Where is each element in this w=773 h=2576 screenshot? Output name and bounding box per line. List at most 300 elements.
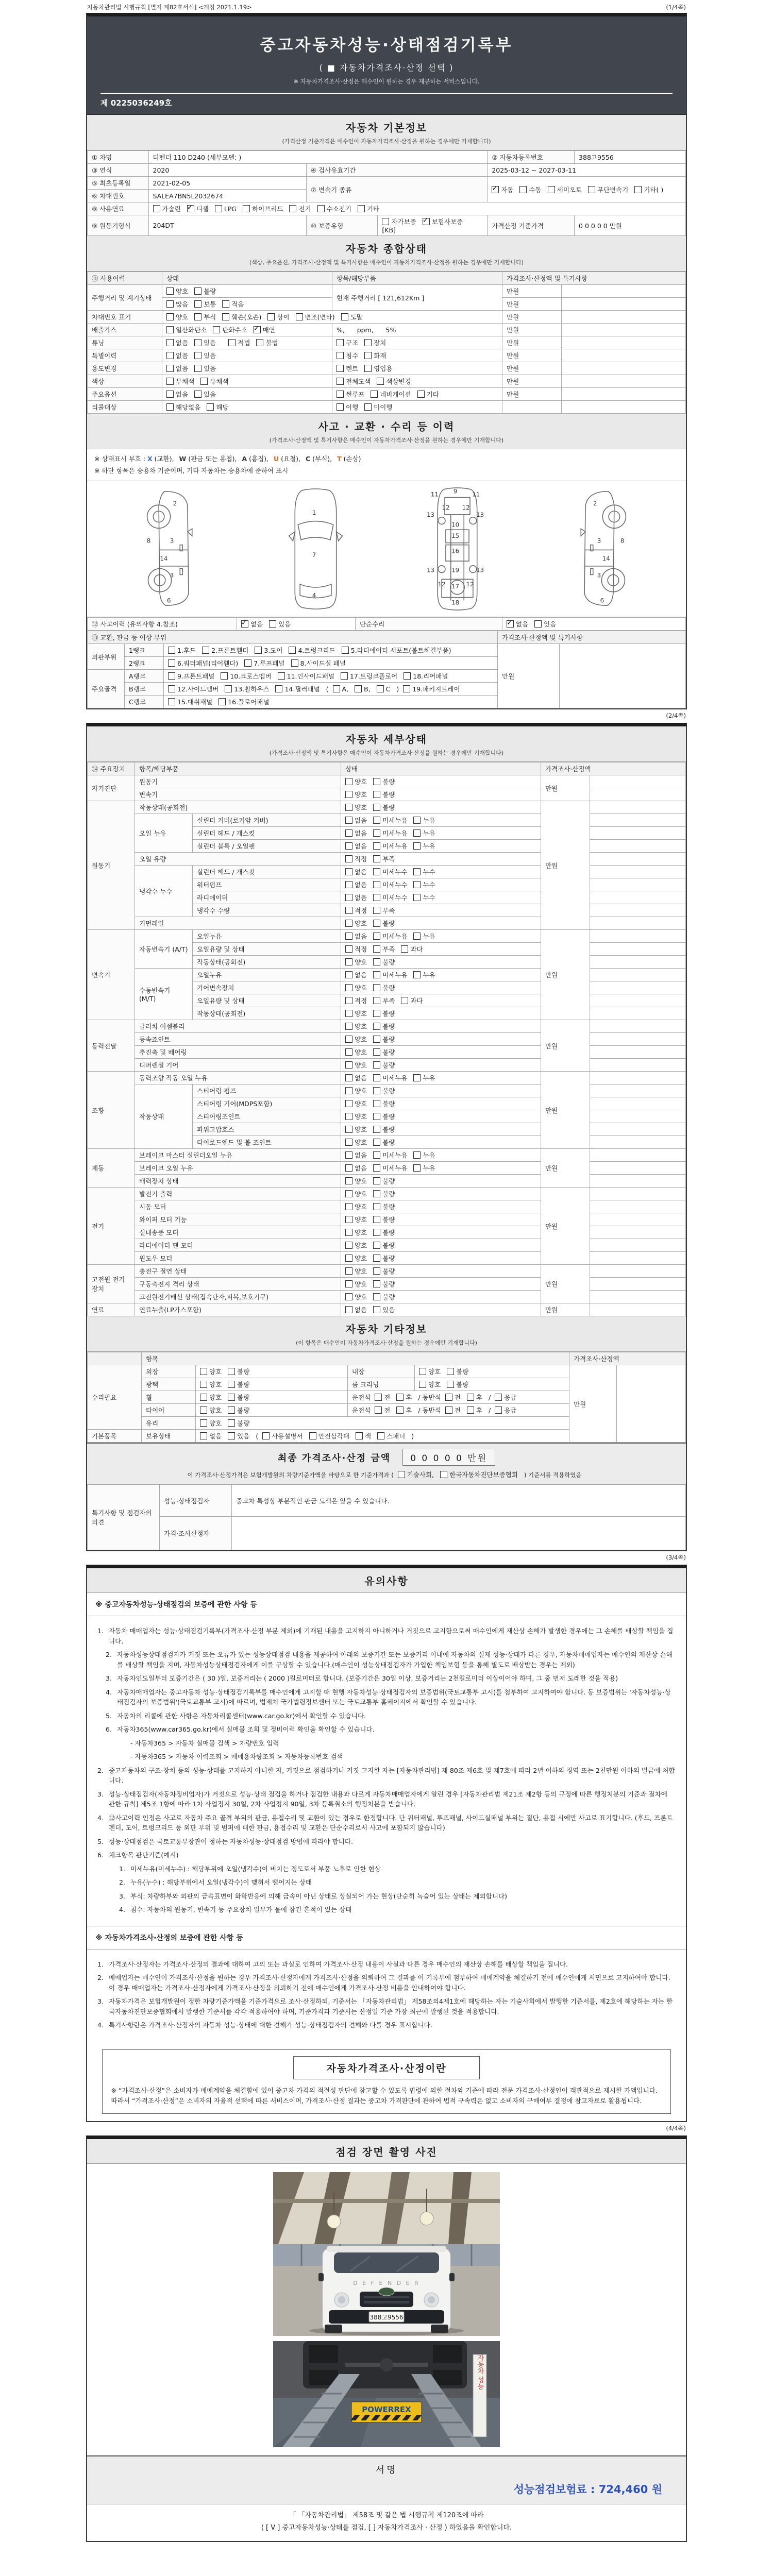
checkbox-icon [194,313,201,320]
checkbox-option[interactable]: 없음 [345,880,367,889]
checkbox-option[interactable]: 수소전기 [317,204,351,213]
checkbox-option[interactable]: 불량 [373,1241,395,1250]
checkbox-option[interactable]: 양호 [345,1022,367,1031]
note-cell [562,298,686,311]
checkbox-option[interactable]: 장치 [364,338,386,347]
checkbox-icon [345,1293,352,1300]
section-note: (이 항목은 매수인이 자동차가격조사·산정을 원하는 경우에만 기재합니다) [296,1340,477,1346]
checkbox-option[interactable]: 있음 [194,338,216,347]
checkbox-option[interactable]: 적정 [345,944,367,954]
checkbox-option[interactable]: 불량 [373,1086,395,1095]
checkbox-option[interactable]: 전 [445,1405,461,1415]
checkbox-option[interactable]: 없음 [166,338,188,347]
checkbox-option[interactable]: 없음 [166,364,188,373]
checkbox-option[interactable]: 있음 [194,364,216,373]
checkbox-option[interactable]: 전체도색 [337,377,371,386]
checkbox-option[interactable]: 있음 [373,1305,395,1314]
checkbox-option[interactable]: 불량 [373,1022,395,1031]
etc-info-table [87,1352,686,1443]
table-row [88,866,686,878]
checkbox-icon [413,971,421,978]
checkbox-option[interactable]: ✓ 매연 [254,325,275,334]
checkbox-option[interactable]: 해당없음 [166,402,200,412]
diagram-part-number: 12 [466,581,474,588]
checkbox-option[interactable]: 불량 [373,983,395,992]
checkbox-option[interactable]: 양호 [345,790,367,799]
diagram-part-number: 13 [427,511,435,518]
checkbox-option[interactable]: 양호 [345,1086,367,1095]
checkbox-option[interactable]: 없음 [345,867,367,876]
vertical-sign-text: 자동차 성능 [476,2354,484,2390]
checkbox-option[interactable]: 양호 [345,1060,367,1070]
checkbox-option[interactable]: 적정 [345,996,367,1005]
checkbox-option[interactable]: 무단변속기 [588,185,628,194]
checkbox-option[interactable]: 1.후드 [168,646,196,655]
note-cell [590,1239,686,1252]
checkbox-option[interactable]: 불량 [373,1035,395,1044]
checkbox-option[interactable]: A, [333,685,349,693]
checkbox-option[interactable]: 누유 [413,1073,435,1082]
checkbox-option[interactable]: 후 [396,1405,412,1415]
note-cell [617,1365,686,1443]
checkbox-option[interactable]: B, [355,685,371,693]
checkbox-icon [194,391,201,398]
exterior-label: 외장 [142,1365,196,1378]
checkbox-option[interactable]: 불량 [373,1292,395,1301]
checkbox-option[interactable]: 불량 [373,1215,395,1224]
checkbox-option[interactable]: 미세누유 [373,816,407,825]
diagram-part-number: 14 [602,555,610,563]
checkbox-icon [373,1087,380,1094]
checkbox-option[interactable]: 양호 [345,1228,367,1237]
note-cell [590,917,686,930]
mileage-label: 주행거리 및 계기상태 [88,285,162,311]
checkbox-option[interactable]: 불량 [447,1367,468,1376]
checkbox-option[interactable]: 누유 [413,931,435,941]
checkbox-option[interactable]: 양호 [345,919,367,928]
checkbox-option[interactable]: 미세누유 [373,1150,407,1160]
checkbox-option[interactable]: 없음 [345,1305,367,1314]
checkbox-option[interactable]: 전기 [289,204,311,213]
checkbox-option[interactable]: 양호 [345,1266,367,1276]
status-checks [341,1059,541,1072]
checkbox-option[interactable]: 기타 [358,204,379,213]
checkbox-option[interactable]: 전 [445,1393,461,1402]
checkbox-option[interactable]: 양호 [345,983,367,992]
checkbox-option[interactable]: 있음 [269,619,291,629]
checkbox-option[interactable]: 불량 [373,803,395,812]
checkbox-option[interactable]: 13.휠하우스 [225,684,269,693]
checkbox-option[interactable]: 불량 [373,777,395,786]
status-checks [341,930,541,943]
note-cell [562,388,686,401]
checkbox-option[interactable]: 누유 [413,970,435,979]
checkbox-option[interactable]: 썬루프 [337,389,364,399]
checkbox-option[interactable]: 기타( ) [634,185,663,194]
checkbox-option[interactable]: 불량 [447,1380,468,1389]
checkbox-option[interactable]: 19.패키지트레이 [403,684,460,693]
checkbox-option[interactable]: 불량 [373,1228,395,1237]
checkbox-option[interactable]: 양호 [345,957,367,967]
checkbox-icon [445,1406,452,1414]
table-row [88,1265,686,1278]
checkbox-option[interactable]: 미세누유 [373,841,407,851]
checkbox-option[interactable]: 렌트 [337,364,358,373]
checkbox-option[interactable]: 양호 [200,1418,222,1428]
checkbox-option[interactable]: 양호 [345,1279,367,1289]
major-device-name: 고전원 전기장치 [88,1265,135,1303]
checkbox-option[interactable]: 응급 [495,1393,516,1402]
note-cell [590,1252,686,1265]
checkbox-icon [200,1381,207,1388]
checkbox-option[interactable]: 불량 [228,1380,249,1389]
checkbox-option[interactable]: 미세누유 [373,970,407,979]
checkbox-option[interactable]: 양호 [345,1241,367,1250]
checkbox-option[interactable]: 상이 [267,312,289,321]
checkbox-option[interactable]: 15.대쉬패널 [168,697,212,706]
checkbox-option[interactable]: 세미오토 [548,185,582,194]
checkbox-option[interactable]: 양호 [345,1035,367,1044]
legend-prefix: ※ 상태표시 부호 : [94,455,146,463]
checkbox-option[interactable]: 구조 [337,338,358,347]
checkbox-option[interactable]: 7.루프패널 [244,658,284,668]
checkbox-option[interactable]: 양호 [345,803,367,812]
checkbox-icon [168,659,175,667]
major-device-name: 원동기 [88,801,135,930]
checkbox-option[interactable]: 불량 [373,790,395,799]
checkbox-option[interactable]: 자가보증 [382,217,416,226]
checkbox-option[interactable]: 3.도어 [255,646,282,655]
checkbox-option[interactable]: 미세누유 [373,931,407,941]
checkbox-option[interactable]: 사용설명서 [262,1431,303,1440]
checkbox-icon [373,1242,380,1249]
section-etc-header [87,1316,686,1352]
checkbox-option[interactable]: 침수 [337,351,358,360]
checkbox-icon [373,829,380,837]
diagram-part-number: 12 [462,504,470,512]
status-checks [341,904,541,917]
checkbox-option[interactable]: 불량 [373,919,395,928]
checkbox-option[interactable]: 불량 [228,1367,249,1376]
item-name: 라디에이터 팬 모터 [135,1239,341,1252]
checkbox-option[interactable]: 부족 [373,996,395,1005]
checkbox-icon [168,647,175,654]
checkbox-option[interactable]: 후 [396,1393,412,1402]
checkbox-option[interactable]: 전 [375,1405,390,1415]
col-item: 항목 [142,1352,569,1365]
checkbox-option[interactable]: 12.사이드멤버 [168,684,219,693]
checkbox-option[interactable]: 양호 [345,1047,367,1057]
checkbox-option[interactable]: 불량 [373,1202,395,1211]
note-cell [590,1072,686,1084]
checkbox-option[interactable]: 9.프론트패널 [168,671,214,681]
checkbox-option[interactable]: C [377,685,391,693]
checkbox-option[interactable]: 없음 [345,1150,367,1160]
item-name: 실린더 헤드 / 개스킷 [193,827,341,840]
license-plate-text: 388고9556 [369,2314,404,2321]
checkbox-option[interactable]: 잭 [356,1431,371,1440]
checkbox-option[interactable]: 불량 [194,286,216,296]
checkbox-option[interactable]: 있음 [534,619,556,629]
checkbox-icon [373,1293,380,1300]
checkbox-option[interactable]: 가솔린 [153,204,181,213]
item-name: 윈도우 모터 [135,1252,341,1265]
checkbox-option[interactable]: 불량 [373,1009,395,1018]
checkbox-option[interactable]: 누유 [413,828,435,838]
checkbox-option[interactable]: 네비게이션 [371,389,411,399]
diagram-part-number: 11 [472,490,480,498]
checkbox-option[interactable]: 스패너 [377,1431,405,1440]
checkbox-option[interactable]: 양호 [345,1099,367,1108]
checkbox-icon [373,868,380,875]
checkbox-option[interactable]: 훼손(오손) [222,312,261,321]
checkbox-option[interactable]: 있음 [194,389,216,399]
checkbox-option[interactable]: 미세누수 [373,867,407,876]
checkbox-option[interactable]: 안전삼각대 [309,1431,349,1440]
checkbox-option[interactable]: 없음 [345,828,367,838]
col-item: 항목/해당부품 [332,272,502,285]
note-cell [590,878,686,891]
checkbox-option[interactable]: 기술사회, [398,1470,434,1479]
checkbox-option[interactable]: 미이행 [364,402,392,412]
checkbox-option[interactable]: 양호 [345,1009,367,1018]
checkbox-option[interactable]: 불법 [256,338,278,347]
checkbox-option[interactable]: 불량 [373,1060,395,1070]
side-mirror-icon [318,2273,324,2281]
checkbox-option[interactable]: 양호 [200,1405,222,1415]
section-title: 사고 · 교환 · 수리 등 이력 [318,420,455,433]
checkbox-option[interactable]: 많음 [166,299,188,309]
checkbox-option[interactable]: 불량 [373,1112,395,1121]
car-diagram-side-right [552,485,647,612]
checkbox-checked-icon [423,218,430,225]
note-cell [590,866,686,878]
checkbox-option[interactable]: 없음 [200,1431,222,1440]
status-checks [341,1097,541,1110]
checkbox-option[interactable]: 적정 [345,854,367,863]
checkbox-option[interactable]: 양호 [345,1292,367,1301]
checkbox-option[interactable]: 적정 [345,906,367,915]
checkbox-option[interactable]: 불량 [373,1279,395,1289]
notice-item: 6. 체크항목 판단기준(예시) [97,1851,179,1859]
status-code: X (교환), [147,455,174,463]
page-number: (4/4쪽) [666,2125,686,2132]
checkbox-option[interactable]: ✓ 보험사보증 [423,217,463,226]
checkbox-option[interactable]: 적법 [228,338,250,347]
checkbox-option[interactable]: 변조(변타) [296,312,335,321]
checkbox-option[interactable]: 없음 [166,351,188,360]
note-cell [590,930,686,943]
checkbox-option[interactable]: 미세누유 [373,1163,407,1173]
checkbox-option[interactable]: 무채색 [166,377,194,386]
checkbox-option[interactable]: 후 [467,1393,482,1402]
checkbox-option[interactable]: 불량 [228,1405,249,1415]
col-price: 가격조사·산정액 [569,1352,686,1365]
major-device-name: 조향 [88,1072,135,1149]
checkbox-option[interactable]: 누유 [413,841,435,851]
vin-mark-label: 차대번호 표기 [88,311,162,324]
status-checks [341,1265,541,1278]
checkbox-option[interactable]: LPG [215,205,237,213]
checkbox-option[interactable]: 없음 [345,1163,367,1173]
checkbox-option[interactable]: 불량 [228,1393,249,1402]
checkbox-option[interactable]: 양호 [345,1125,367,1134]
diagram-part-number: 3 [170,571,174,579]
checkbox-option[interactable]: 한국자동차진단보증협회 [440,1470,518,1479]
checkbox-option[interactable]: 18.리어패널 [404,671,448,681]
checkbox-option[interactable]: 양호 [345,1215,367,1224]
checkbox-option[interactable]: 색상변경 [377,377,411,386]
notice-item: 3. 부식: 차량하부와 외판의 금속표면이 화학반응에 의해 금속이 아닌 상태로 상실되어 가는 현상(단순히 녹슬어 있는 상태는 제외합니다) [119,1892,508,1900]
checkbox-option[interactable]: 불량 [373,1047,395,1057]
checkbox-icon [337,365,344,372]
status-checks [341,1175,541,1188]
checkbox-option[interactable]: ✓ 없음 [241,619,263,629]
checkbox-option[interactable]: 하이브리드 [243,204,283,213]
checkbox-option[interactable]: 미세누유 [373,1073,407,1082]
checkbox-option[interactable]: 미세누유 [373,828,407,838]
checkbox-option[interactable]: 도말 [341,312,363,321]
checkbox-icon [291,659,298,667]
checkbox-option[interactable]: 영업용 [364,364,392,373]
checkbox-option[interactable]: 부족 [373,944,395,954]
checkbox-option[interactable]: 양호 [345,777,367,786]
checkbox-option[interactable]: 없음 [345,841,367,851]
checkbox-option[interactable]: 5.라디에이터 서포트(볼트체결부품) [342,646,451,655]
checkbox-option[interactable]: 미세누수 [373,880,407,889]
checkbox-option[interactable]: 8.사이드실 패널 [291,658,346,668]
status-checks [341,956,541,969]
checkbox-icon [309,1432,316,1439]
checkbox-option[interactable]: 없음 [345,970,367,979]
checkbox-option[interactable]: 없음 [345,816,367,825]
checkbox-option[interactable]: 누수 [413,867,435,876]
table-row [88,336,686,349]
checkbox-option[interactable]: 양호 [419,1367,441,1376]
checkbox-option[interactable]: 불량 [373,1189,395,1198]
price-cell: 만원 [541,1020,590,1072]
checkbox-option[interactable]: ✓ 디젤 [187,204,209,213]
checkbox-option[interactable]: 14.필러패널 [275,684,320,693]
section-photos-header [87,2139,686,2164]
checkbox-option[interactable]: ✓ 자동 [492,185,513,194]
checkbox-option[interactable]: 17.트렁크플로어 [341,671,397,681]
note-cell [562,375,686,388]
checkbox-icon [333,685,340,692]
overall-status-table [87,272,686,414]
checkbox-option[interactable]: ✓ 없음 [507,619,528,629]
note-cell [590,1097,686,1110]
checkbox-option[interactable]: 불량 [373,957,395,967]
checkbox-option[interactable]: 과다 [401,996,423,1005]
checkbox-option[interactable]: 있음 [228,1431,249,1440]
checkbox-option[interactable]: 양호 [166,286,188,296]
checkbox-option[interactable]: 불량 [373,1266,395,1276]
item-name: 와이퍼 모터 기능 [135,1213,341,1226]
checkbox-option[interactable]: 없음 [166,389,188,399]
checkbox-icon [373,1267,380,1275]
checkbox-option[interactable]: 없음 [345,893,367,902]
checkbox-option[interactable]: 없음 [345,931,367,941]
checkbox-option[interactable]: 양호 [200,1393,222,1402]
checkbox-option[interactable]: 응급 [495,1405,516,1415]
checkbox-option[interactable]: 보통 [194,299,216,309]
checkbox-option[interactable]: 탄화수소 [213,325,247,334]
checkbox-option[interactable]: 누유 [413,1150,435,1160]
checkbox-option[interactable]: 과다 [401,944,423,954]
checkbox-option[interactable]: 후 [467,1405,482,1415]
checkbox-option[interactable]: 불량 [373,1176,395,1185]
checkbox-option[interactable]: 불량 [373,1253,395,1263]
checkbox-option[interactable]: 양호 [419,1380,441,1389]
checkbox-option[interactable]: 양호 [200,1380,222,1389]
checkbox-option[interactable]: 4.트렁크리드 [289,646,335,655]
checkbox-option[interactable]: 6.쿼터패널(리어휀다) [168,658,238,668]
special-history-label: 특별이력 [88,349,162,362]
checkbox-option[interactable]: 부식 [194,312,216,321]
checkbox-option[interactable]: 양호 [345,1112,367,1121]
checkbox-option[interactable]: 누유 [413,816,435,825]
checkbox-option[interactable]: 누수 [413,880,435,889]
checkbox-option[interactable]: 양호 [345,1202,367,1211]
status-checks [341,1033,541,1046]
checkbox-option[interactable]: 미세누수 [373,893,407,902]
checkbox-option[interactable]: 화재 [364,351,386,360]
checkbox-option[interactable]: 부족 [373,906,395,915]
checkbox-option[interactable]: 불량 [373,1138,395,1147]
checkbox-option[interactable]: 10.크로스멤버 [221,671,271,681]
checkbox-option[interactable]: 양호 [345,1138,367,1147]
checkbox-option[interactable]: 11.인사이드패널 [278,671,334,681]
checkbox-option[interactable]: 불량 [373,1125,395,1134]
checkbox-option[interactable]: 있음 [194,351,216,360]
checkbox-icon [255,647,262,654]
checkbox-option[interactable]: 누유 [413,1163,435,1173]
color-label: 색상 [88,375,162,388]
checkbox-option[interactable]: 불량 [228,1418,249,1428]
front-tire-icon [325,2325,342,2333]
checkbox-option[interactable]: 불량 [373,1099,395,1108]
checkbox-option[interactable]: 양호 [345,1189,367,1198]
checkbox-option[interactable]: 적음 [222,299,244,309]
checkbox-checked-icon [507,620,514,628]
checkbox-option[interactable]: 16.플로어패널 [219,697,269,706]
checkbox-option[interactable]: 없음 [345,1073,367,1082]
checkbox-option[interactable]: 양호 [345,1176,367,1185]
checkbox-icon [166,365,174,372]
outer-panel-group: 외판부위 [88,644,125,670]
status-checks [341,775,541,788]
diagram-part-number: 14 [160,555,168,563]
checkbox-option[interactable]: 부족 [373,854,395,863]
checkbox-option[interactable]: 기타 [417,389,439,399]
page-4 [86,2136,687,2542]
checkbox-option[interactable]: 해당 [207,402,228,412]
checkbox-icon [634,186,642,193]
checkbox-icon [373,791,380,798]
checkbox-option[interactable]: 이행 [337,402,358,412]
checkbox-option[interactable]: 양호 [345,1253,367,1263]
checkbox-option[interactable]: 수동 [519,185,541,194]
section-overall-header [87,236,686,272]
checkbox-option[interactable]: 2.프론트휀더 [202,646,248,655]
checkbox-option[interactable]: 유채색 [200,377,228,386]
checkbox-option[interactable]: 양호 [166,312,188,321]
checkbox-option[interactable]: 양호 [200,1367,222,1376]
checkbox-option[interactable]: 누수 [413,893,435,902]
checkbox-option[interactable]: 일산화탄소 [166,325,207,334]
checkbox-option[interactable]: 전 [375,1393,390,1402]
